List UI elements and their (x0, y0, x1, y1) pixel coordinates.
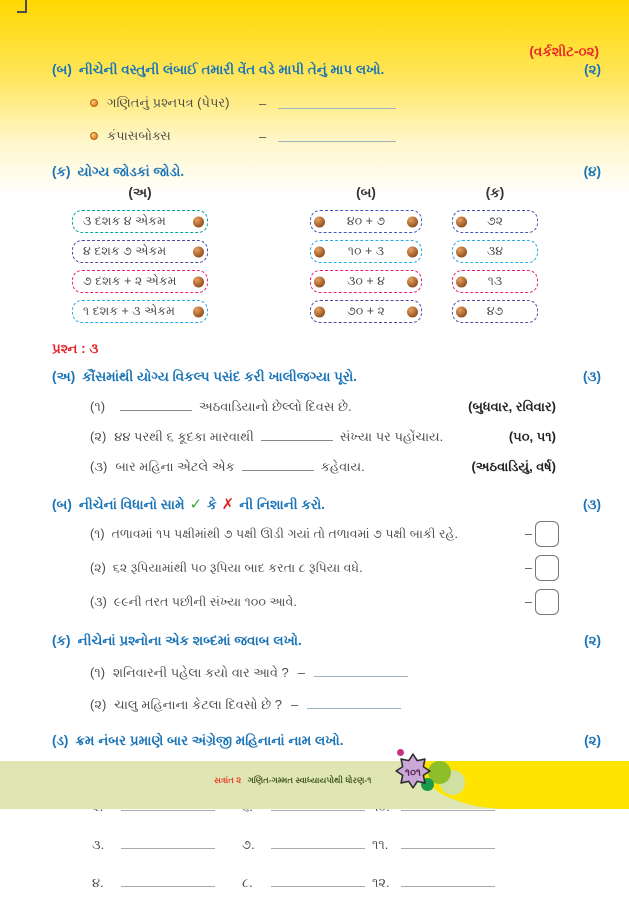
question-3-title: પ્રશ્ન : ૩ (52, 341, 99, 356)
connector-dot[interactable] (193, 276, 204, 287)
month-entry (242, 837, 372, 875)
fill-blank-row (90, 429, 601, 445)
match-item-label: ૧૦ + ૩ (347, 244, 385, 258)
item-number: (૩) (90, 459, 108, 474)
item-text-pre: ૪૪ પરથી ૬ કૂદકા મારવાથી (114, 429, 254, 444)
month-number: ૧૧. (372, 837, 389, 852)
footer-series-label: સત્રાંત ૨ (214, 775, 242, 785)
match-column-b-header: (બ) (356, 185, 376, 200)
item-number: (૧) (90, 526, 105, 541)
match-column-c (452, 185, 538, 323)
month-number: ૩. (92, 837, 105, 852)
question-text: શનિવારની પહેલા કયો વાર આવે ? (113, 665, 289, 680)
section-d-marks: (૨) (584, 733, 601, 748)
connector-dot[interactable] (314, 306, 325, 317)
match-item (452, 210, 538, 233)
connector-dot[interactable] (314, 276, 325, 287)
fill-blank-line[interactable] (242, 460, 314, 471)
connector-dot[interactable] (314, 216, 325, 227)
question-text: ચાલુ મહિનાના કેટલા દિવસો છે ? (114, 697, 282, 712)
dash: – (259, 128, 267, 144)
connector-dot[interactable] (407, 246, 418, 257)
answer-blank-line[interactable] (314, 666, 408, 677)
answer-blank-line[interactable] (278, 98, 396, 109)
answer-checkbox[interactable] (535, 555, 559, 581)
connector-dot[interactable] (193, 216, 204, 227)
match-item-label: ૭૦ + ૨ (347, 304, 385, 318)
statement-text: તળાવમાં ૧૫ પક્ષીમાંથી ૭ પક્ષી ઊડી ગયાં તો તળાવમાં ૭ પક્ષી બાકી રહે. (111, 526, 458, 541)
true-false-row (90, 555, 601, 581)
true-false-row (90, 521, 601, 547)
match-item (452, 270, 538, 293)
match-item (310, 270, 422, 293)
fill-blank-line[interactable] (120, 400, 192, 411)
match-item-label: ૪ દશક ૭ એકમ (83, 244, 167, 258)
cross-icon: ✗ (221, 496, 235, 513)
match-item (72, 240, 208, 263)
match-item (72, 210, 208, 233)
dash: – (524, 595, 532, 609)
answer-blank-line[interactable] (278, 131, 396, 142)
match-item-label: ૪૭ (486, 304, 504, 318)
match-item-label: ૩ દશક ૪ એકમ (83, 214, 166, 228)
item-text-post: અઠવાડિયાનો છેલ્લો દિવસ છે. (199, 399, 352, 414)
answer-blank-line[interactable] (307, 698, 401, 709)
item-number: (૧) (90, 399, 106, 414)
section-k-marks: (૪) (583, 164, 601, 179)
answer-checkbox[interactable] (535, 589, 559, 615)
match-item-label: ૧૩ (487, 274, 503, 288)
footer-band (0, 761, 629, 809)
dash: – (524, 527, 532, 541)
connector-dot[interactable] (193, 306, 204, 317)
one-word-row (90, 665, 601, 681)
measure-item-label: કંપાસબોક્સ (107, 128, 171, 143)
connector-dot[interactable] (407, 276, 418, 287)
month-entry (372, 875, 601, 913)
match-column-c-header: (ક) (485, 185, 505, 200)
measure-item-row (90, 95, 601, 111)
section-b2-title-post: ની નિશાની કરો. (239, 497, 326, 512)
page-number: ૧૦૧ (405, 767, 421, 779)
connector-dot[interactable] (456, 276, 467, 287)
options-text: (બુધવાર, રવિવાર) (468, 399, 556, 414)
footer-caption (214, 775, 371, 786)
options-text: (૫૦, ૫૧) (508, 429, 556, 444)
check-icon: ✓ (189, 496, 203, 513)
section-b2-title-pre: નીચેનાં વિધાનો સામે (78, 497, 185, 512)
section-d-heading (52, 733, 601, 749)
month-number: ૪. (92, 875, 104, 890)
fill-blank-line[interactable] (261, 430, 333, 441)
month-number: ૭. (242, 837, 255, 852)
measure-item-label: ગણિતનું પ્રશ્નપત્ર (પેપર) (107, 95, 230, 110)
match-column-a (72, 185, 208, 323)
month-entry (372, 837, 601, 875)
item-text-post: કહેવાય. (320, 459, 365, 474)
month-number: ૧૨. (372, 875, 390, 890)
item-text-pre: બાર મહિના એટલે એક (115, 459, 235, 474)
fill-blank-row (90, 459, 601, 475)
match-item (452, 240, 538, 263)
section-b-marks: (૨) (584, 62, 601, 77)
section-k2-title: નીચેનાં પ્રશ્નોના એક શબ્દમાં જવાબ લખો. (77, 633, 302, 648)
section-k2-heading (52, 633, 601, 649)
match-item (310, 210, 422, 233)
section-a-heading (52, 369, 601, 385)
section-k2-label: (ક) (52, 633, 71, 648)
section-b2-marks: (૩) (583, 497, 601, 512)
item-number: (૩) (90, 594, 107, 609)
connector-dot[interactable] (407, 306, 418, 317)
section-k2-marks: (૨) (584, 633, 601, 648)
section-a-title: કૌંસમાંથી યોગ્ય વિકલ્પ પસંદ કરી ખાલીજગ્યા પૂરો. (82, 369, 358, 384)
match-column-b (310, 185, 422, 323)
match-item-label: ૭૨ (486, 214, 504, 228)
match-item-label: ૪૦ + ૭ (346, 214, 386, 228)
section-b2-title-mid: કે (207, 497, 217, 512)
section-b-heading (52, 62, 601, 78)
month-entry (92, 837, 242, 875)
match-item-label: ૩૦ + ૪ (347, 274, 385, 288)
connector-dot[interactable] (314, 246, 325, 257)
fill-blank-row (90, 399, 601, 415)
matching-area (52, 185, 601, 323)
true-false-row (90, 589, 601, 615)
month-entry (242, 875, 372, 913)
section-k-heading (52, 164, 601, 180)
match-column-a-header: (અ) (128, 185, 152, 200)
item-number: (૨) (90, 697, 107, 712)
bullet-icon (90, 99, 98, 107)
dash: – (259, 95, 267, 111)
section-b2-title (79, 495, 575, 513)
section-k-title: યોગ્ય જોડકાં જોડો. (77, 164, 185, 179)
item-number: (૧) (90, 665, 106, 680)
section-d-label: (ડ) (52, 733, 69, 748)
match-item-label: ૩૪ (486, 244, 504, 258)
item-number: (૨) (90, 560, 106, 575)
answer-blank-line[interactable] (401, 838, 495, 849)
bullet-icon (90, 132, 98, 140)
match-item (72, 270, 208, 293)
answer-checkbox[interactable] (535, 521, 559, 547)
answer-blank-line[interactable] (271, 876, 365, 887)
statement-text: ૯૯ની તરત પછીની સંખ્યા ૧૦૦ આવે. (113, 594, 297, 609)
connector-dot[interactable] (193, 246, 204, 257)
section-a-label: (અ) (52, 369, 76, 384)
match-item-label: ૧ દશક + ૩ એકમ (83, 304, 175, 318)
section-k-label: (ક) (52, 164, 71, 179)
answer-blank-line[interactable] (121, 838, 215, 849)
match-item (310, 300, 422, 323)
answer-blank-line[interactable] (401, 876, 495, 887)
connector-dot[interactable] (456, 216, 467, 227)
connector-dot[interactable] (456, 246, 467, 257)
match-item-label: ૭ દશક + ૨ એકમ (83, 274, 177, 288)
section-b-label: (બ) (52, 62, 72, 77)
page-number-badge (395, 753, 431, 789)
one-word-row (90, 697, 601, 713)
item-text-post: સંખ્યા પર પહોંચાય. (339, 429, 444, 444)
section-a-marks: (૩) (583, 369, 601, 384)
options-text: (અઠવાડિયું, વર્ષ) (471, 459, 556, 474)
connector-dot[interactable] (407, 216, 418, 227)
month-number: ૮. (242, 875, 253, 890)
month-entry (92, 875, 242, 913)
item-number: (૨) (90, 429, 107, 444)
worksheet-number-label: (વર્કશીટ-૦૨) (529, 44, 599, 59)
measure-item-row (90, 128, 601, 144)
section-b2-heading (52, 495, 601, 513)
statement-text: ૬૨ રૂપિયામાંથી ૫૦ રૂપિયા બાદ કરતા ૮ રૂપિયા વધે. (112, 560, 363, 575)
match-item (72, 300, 208, 323)
match-item (452, 300, 538, 323)
section-d-title: ક્રમ નંબર પ્રમાણે બાર અંગ્રેજી મહિનાનાં નામ લખો. (75, 733, 344, 748)
section-b-title: નીચેની વસ્તુની લંબાઈ તમારી વેંત વડે માપી તેનું માપ લખો. (78, 62, 385, 77)
answer-blank-line[interactable] (271, 838, 365, 849)
connector-dot[interactable] (456, 306, 467, 317)
match-item (310, 240, 422, 263)
dash: – (297, 665, 306, 680)
dash: – (524, 561, 532, 575)
footer-book-title: ગણિત-ગમ્મત સ્વાધ્યાયપોથી ધોરણ-૧ (247, 775, 372, 785)
section-b2-label: (બ) (52, 497, 72, 512)
dash: – (291, 697, 299, 712)
answer-blank-line[interactable] (121, 876, 215, 887)
